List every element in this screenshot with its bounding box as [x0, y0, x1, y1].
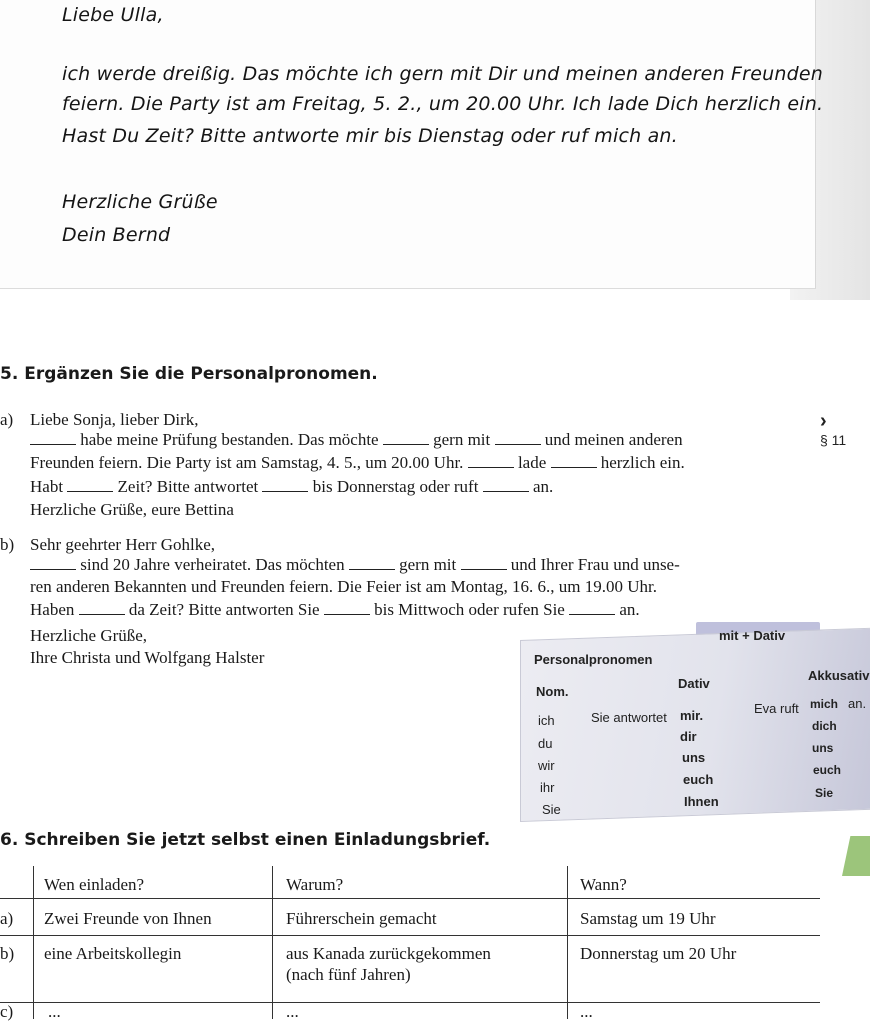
answer-blank[interactable] — [30, 430, 76, 445]
grammar-tab-label: mit + Dativ — [719, 628, 786, 643]
row-a-who: Zwei Freunde von Ihnen — [44, 909, 212, 928]
nom-sie: Sie — [542, 802, 561, 817]
text-segment: Zeit? Bitte antwortet — [117, 477, 259, 496]
table-rule — [0, 935, 820, 936]
nom-ihr: ihr — [540, 780, 555, 795]
row-a-when: Samstag um 19 Uhr — [580, 909, 716, 928]
row-b-who: eine Arbeitskollegin — [44, 944, 182, 963]
text-segment: und meinen anderen — [544, 430, 683, 449]
answer-blank[interactable] — [468, 453, 514, 468]
grammar-box-title: Personalpronomen — [534, 652, 653, 667]
header-when: Wann? — [580, 875, 627, 894]
item-b-line-1 — [30, 555, 680, 575]
table-column-rule — [33, 866, 34, 1019]
text-segment: bis Donnerstag oder ruft — [312, 477, 479, 496]
row-c-marker: c) — [0, 1002, 14, 1021]
item-a-line-1 — [30, 430, 683, 450]
text-segment: an. — [619, 600, 640, 619]
col-nom-header: Nom. — [536, 684, 569, 699]
answer-blank[interactable] — [349, 555, 395, 570]
text-segment: herzlich ein. — [600, 453, 685, 472]
item-a-line-2 — [30, 453, 685, 473]
answer-blank[interactable] — [79, 600, 125, 615]
item-a-greeting: Liebe Sonja, lieber Dirk, — [30, 410, 199, 429]
answer-blank[interactable] — [495, 430, 541, 445]
akk-uns: uns — [812, 741, 834, 755]
answer-blank[interactable] — [30, 555, 76, 570]
page-tab-marker — [842, 836, 870, 876]
table-rule — [0, 898, 820, 899]
table-rule — [0, 1002, 820, 1003]
dat-dir: dir — [680, 729, 697, 744]
nom-wir: wir — [538, 758, 555, 773]
item-a-closing: Herzliche Grüße, eure Bettina — [30, 500, 234, 519]
item-b-line-3 — [30, 600, 640, 620]
item-a-line-3 — [30, 477, 553, 497]
grammar-reference: § 11 — [820, 432, 847, 448]
dat-mir: mir. — [680, 708, 704, 723]
row-c-who: ... — [48, 1002, 61, 1021]
item-b-marker: b) — [0, 535, 15, 554]
akk-dich: dich — [812, 719, 837, 733]
row-b-marker: b) — [0, 944, 15, 963]
answer-blank[interactable] — [324, 600, 370, 615]
row-b-when: Donnerstag um 20 Uhr — [580, 944, 737, 963]
text-segment: da Zeit? Bitte antworten Sie — [128, 600, 320, 619]
akk-mich: mich — [810, 697, 839, 711]
answer-blank[interactable] — [569, 600, 615, 615]
header-why: Warum? — [286, 875, 344, 894]
answer-blank[interactable] — [67, 477, 113, 492]
text-segment: bis Mittwoch oder rufen Sie — [374, 600, 565, 619]
text-segment: an. — [532, 477, 554, 496]
col-akk-header: Akkusativ — [808, 668, 870, 683]
dat-ihnen: Ihnen — [684, 794, 719, 809]
letter-line-3: Hast Du Zeit? Bitte antworte mir bis Dienstag oder ruf mich an. — [62, 125, 678, 147]
answer-blank[interactable] — [551, 453, 597, 468]
nom-du: du — [538, 736, 553, 751]
example-dat: Sie antwortet — [591, 710, 667, 725]
letter-signature: Dein Bernd — [62, 224, 171, 246]
answer-blank[interactable] — [262, 477, 308, 492]
row-b-why-2: (nach fünf Jahren) — [286, 965, 411, 984]
text-segment: Haben — [30, 600, 75, 619]
table-column-rule — [272, 866, 273, 1019]
item-b-greeting: Sehr geehrter Herr Gohlke, — [30, 535, 216, 554]
header-who: Wen einladen? — [44, 875, 145, 894]
text-segment: und Ihrer Frau und unse- — [510, 555, 680, 574]
row-c-why: ... — [286, 1002, 299, 1021]
exercise-6-title: 6. Schreiben Sie jetzt selbst einen Einladungsbrief. — [0, 830, 491, 850]
answer-blank[interactable] — [483, 477, 529, 492]
letter-closing: Herzliche Grüße — [62, 191, 218, 213]
akk-sie: Sie — [815, 786, 834, 800]
answer-blank[interactable] — [383, 430, 429, 445]
row-b-why: aus Kanada zurückgekommen — [286, 944, 491, 963]
invitation-table — [0, 866, 820, 1019]
text-segment: gern mit — [433, 430, 491, 449]
row-a-why: Führerschein gemacht — [286, 909, 437, 928]
letter-salutation: Liebe Ulla, — [62, 4, 164, 26]
text-segment: sind 20 Jahre verheiratet. Das möchten — [80, 555, 345, 574]
exercise-5-title: 5. Ergänzen Sie die Personalpronomen. — [0, 364, 378, 384]
dat-uns: uns — [682, 750, 706, 765]
reference-arrow-icon: › — [820, 410, 827, 432]
answer-blank[interactable] — [461, 555, 507, 570]
item-b-closing-1: Herzliche Grüße, — [30, 626, 148, 645]
letter-line-2: feiern. Die Party ist am Freitag, 5. 2., um 20.00 Uhr. Ich lade Dich herzlich ein. — [62, 93, 824, 115]
row-a-marker: a) — [0, 909, 14, 928]
text-segment: habe meine Prüfung bestanden. Das möchte — [80, 430, 379, 449]
letter-line-1: ich werde dreißig. Das möchte ich gern mit Dir und meinen anderen Freunden — [62, 63, 823, 85]
table-column-rule — [567, 866, 568, 1019]
example-akk: Eva ruft — [754, 701, 799, 716]
text-segment: lade — [517, 453, 547, 472]
item-b-line-2: ren anderen Bekannten und Freunden feiern. Die Feier ist am Montag, 16. 6., um 19.00 Uhr. — [30, 577, 657, 596]
dat-euch: euch — [683, 772, 714, 787]
col-dat-header: Dativ — [678, 676, 710, 691]
text-segment: gern mit — [399, 555, 457, 574]
nom-ich: ich — [538, 713, 555, 728]
row-c-when: ... — [580, 1002, 593, 1021]
example-akk-end: an. — [848, 696, 867, 711]
akk-euch: euch — [813, 763, 842, 777]
text-segment: Freunden feiern. Die Party ist am Samstag, 4. 5., um 20.00 Uhr. — [30, 453, 464, 472]
text-segment: Habt — [30, 477, 64, 496]
item-a-marker: a) — [0, 410, 14, 429]
item-b-closing-2: Ihre Christa und Wolfgang Halster — [30, 648, 265, 667]
